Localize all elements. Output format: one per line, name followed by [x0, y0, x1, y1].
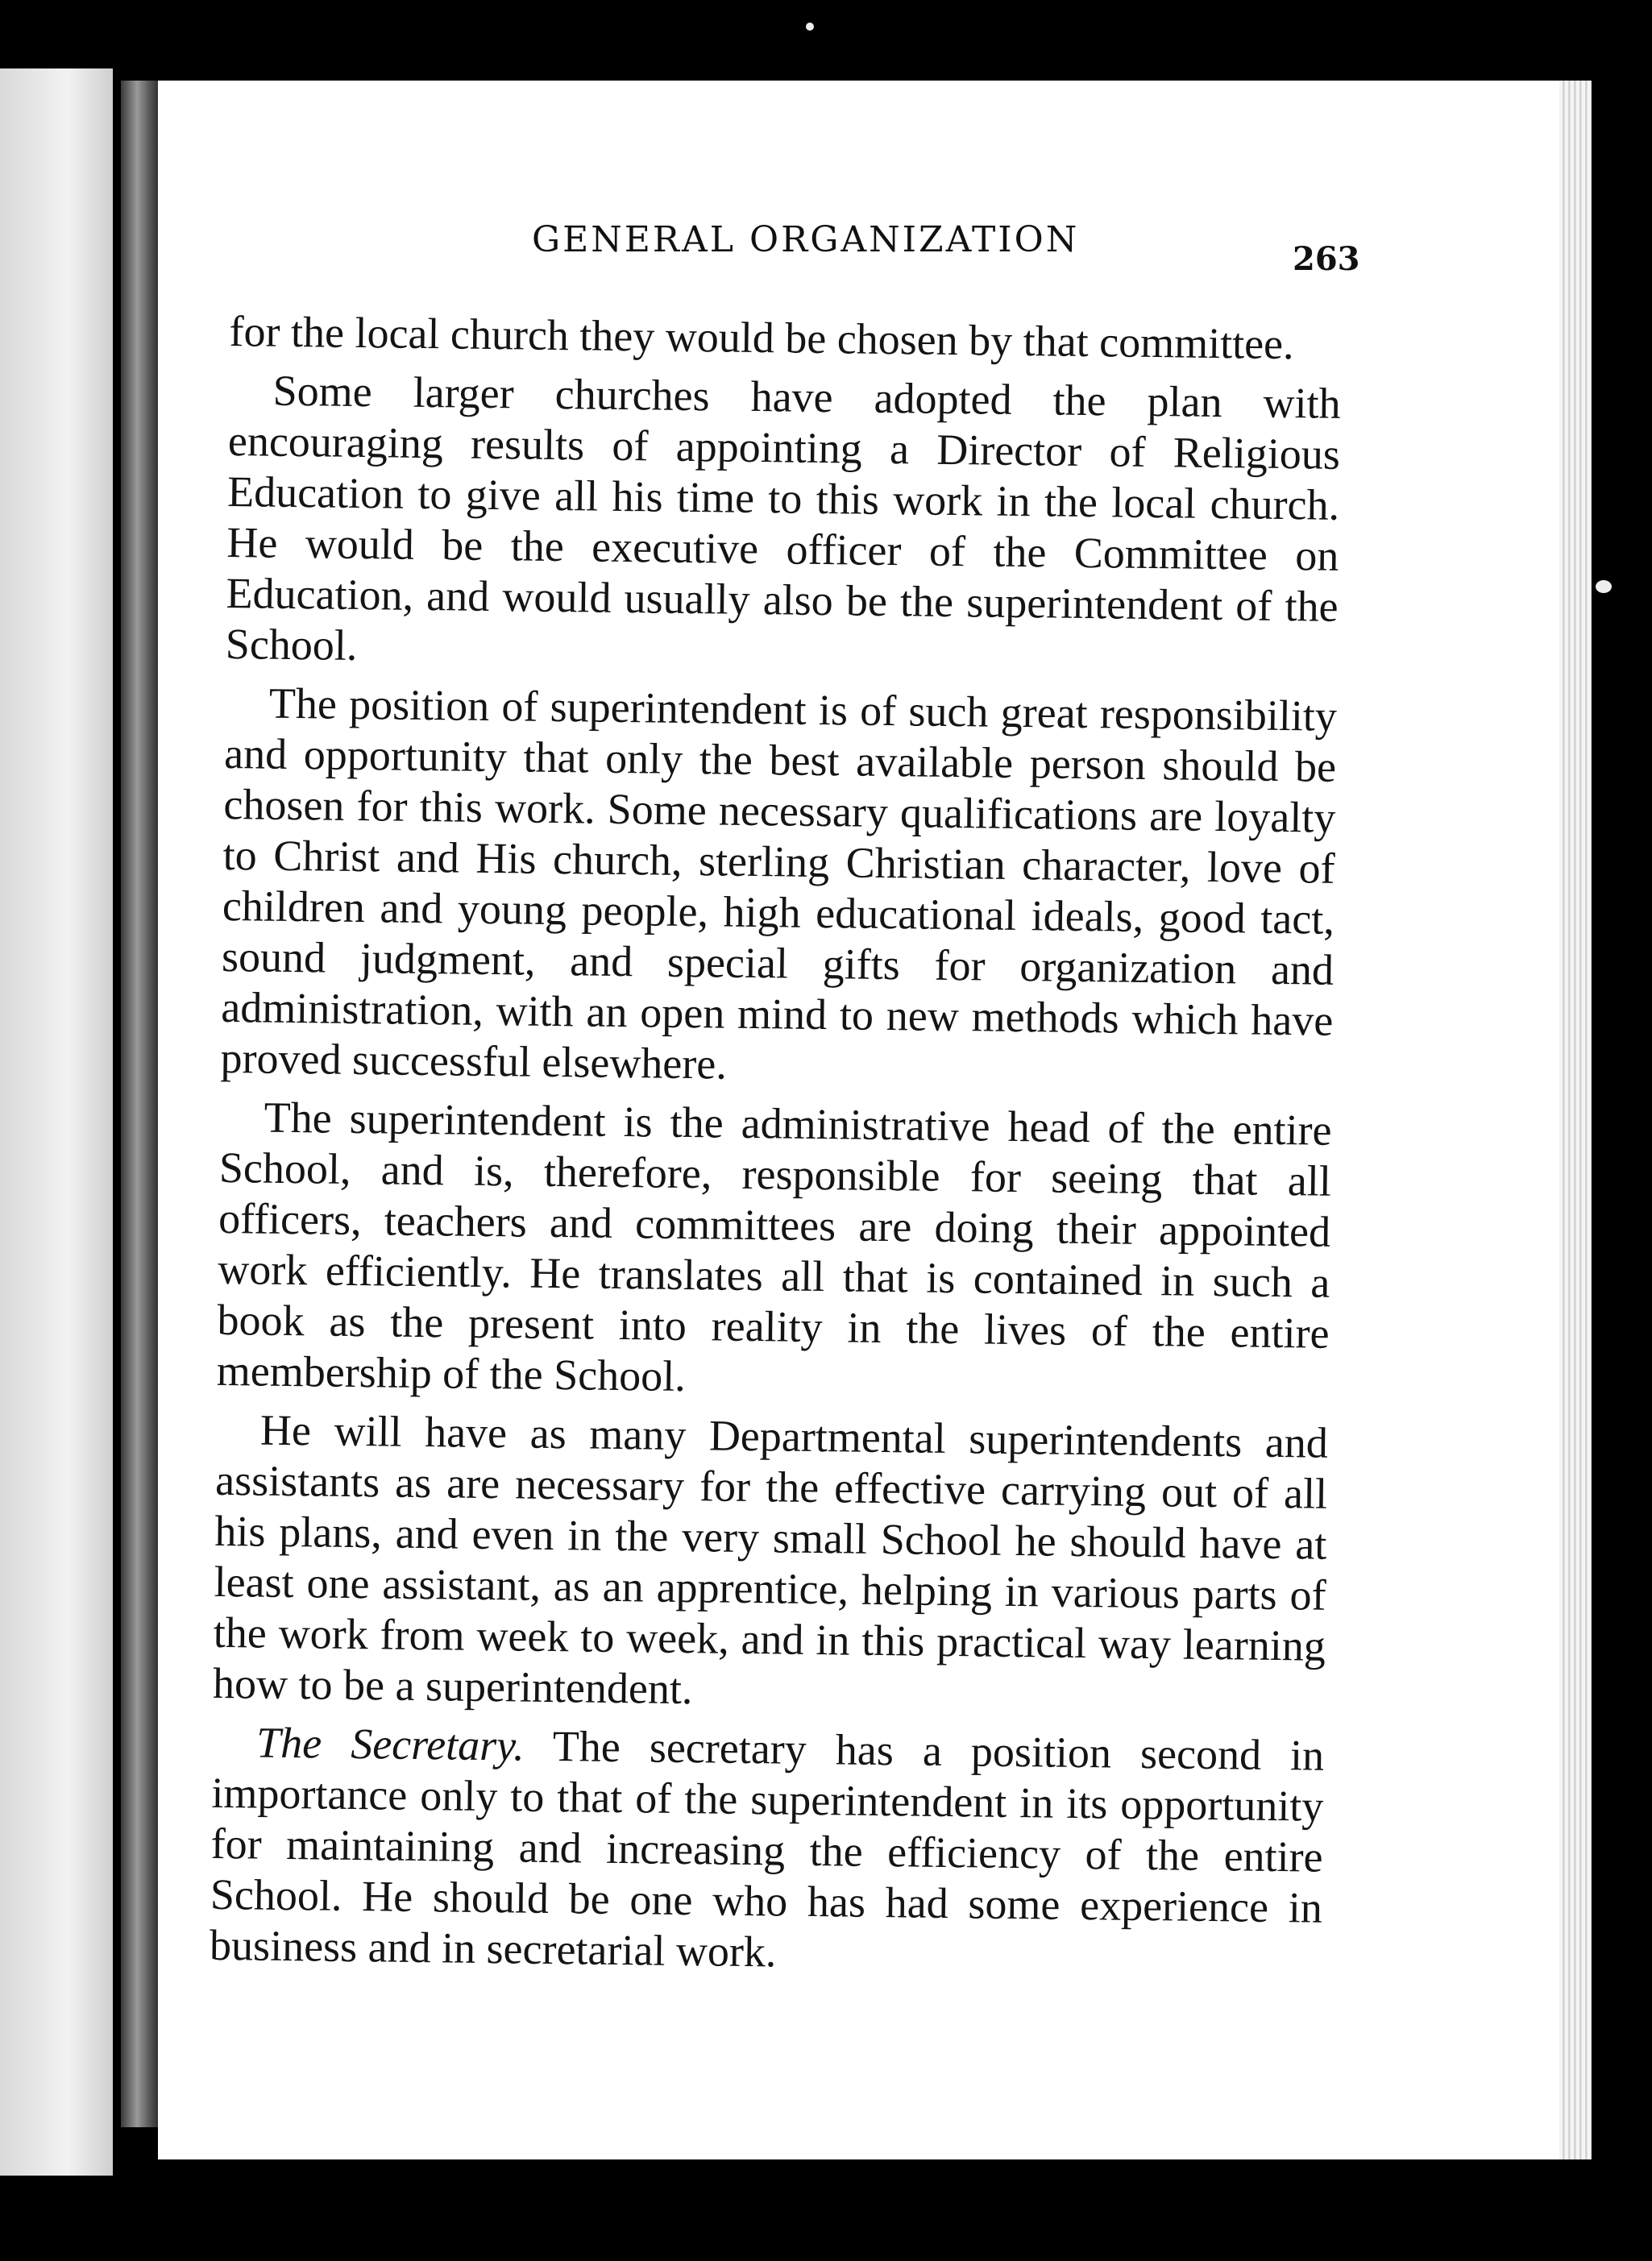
body-text	[210, 306, 1342, 1993]
paragraph-secretary	[210, 1717, 1325, 1985]
page-number: 263	[1293, 240, 1360, 278]
paragraph: Some larger churches have adopted the plan with encouraging results of appointing a Director of Religious Education to give all his time to this work in the local church. He would be the executive officer of the Committee on Education, and would usually also be the superintendent of the School.	[225, 366, 1341, 670]
paragraph: The superintendent is the administrative head of the entire School, and is, therefore, responsible for seeing that all officers, teachers and committees are doing their appointed work efficiently. He translates all that is contained in such a book as the present into reality in the lives of the entire membership of the School.	[216, 1093, 1332, 1401]
page-edges-stack	[1559, 81, 1592, 2159]
paragraph: The position of superintendent is of such great responsibility and opportunity that only the best available person should be chosen for this work. Some necessary qualifications are loyalty to Christ and His church, sterling Christian character, love of children and young people, high educational ideals, good tact, sound judgment, and special gifts for organization and administration, with an open mind to new methods which have proved successful elsewhere.	[220, 678, 1338, 1089]
running-head: GENERAL ORGANIZATION	[532, 219, 1080, 260]
left-page-edge	[0, 68, 113, 2176]
scan-speck	[806, 23, 814, 31]
paragraph: He will have as many Departmental superintendents and assistants as are necessary for the effective carrying out of all his plans, and even in the very small School he should have at least one assistant, as an apprentice, helping in various parts of the work from week to week, and in this practical way learning how to be a superintendent.	[212, 1405, 1329, 1714]
paragraph: for the local church they would be chosen by that committee.	[229, 306, 1294, 369]
book-spine-shadow	[121, 81, 161, 2127]
scan-speck	[1596, 580, 1612, 593]
section-run-in-heading: The Secretary.	[255, 1718, 525, 1770]
paragraph-text: The secretary has a position second in importance only to that of the superintendent in its opportunity for maintaining and increasing the efficiency of the entire School. He should be one who has had some experience in business and in secretarial work.	[209, 1722, 1325, 1977]
